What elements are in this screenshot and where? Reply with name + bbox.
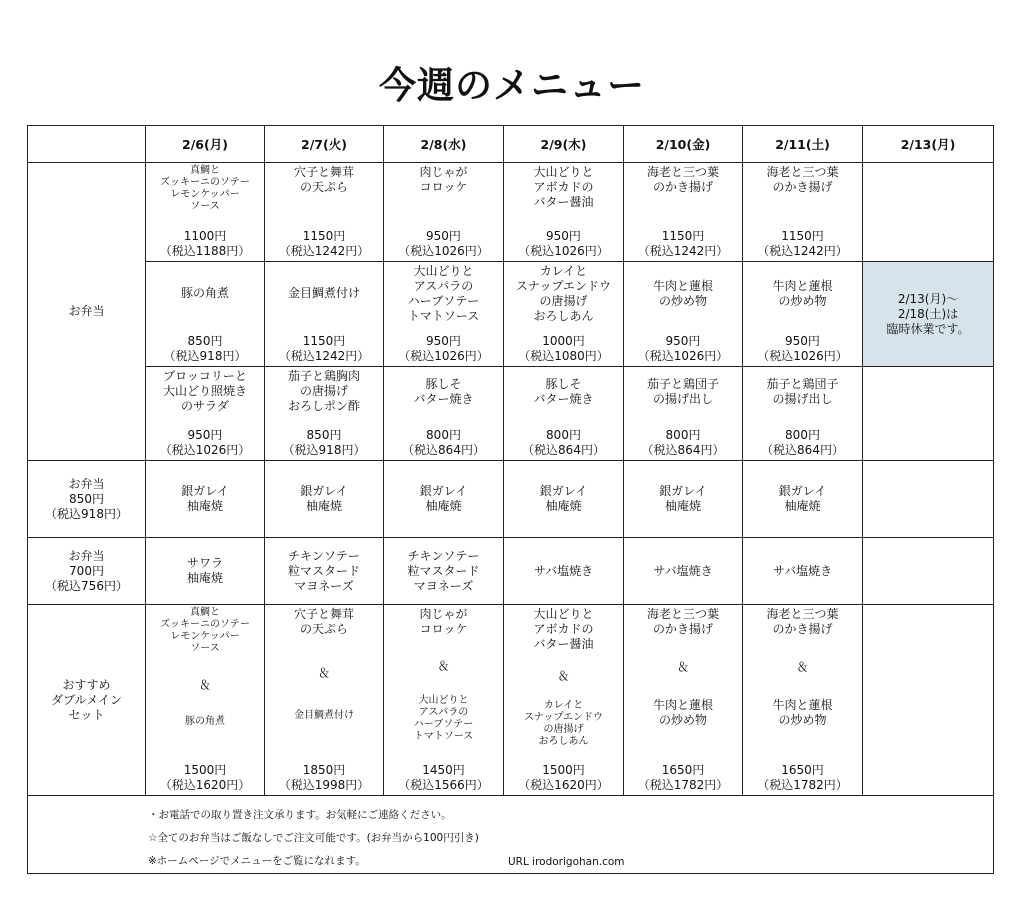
menu-cell	[624, 163, 743, 262]
dish-name: サワラ 柚庵焼	[186, 556, 223, 585]
price: 800円 （税込864円）	[641, 428, 725, 457]
ampersand: ＆	[557, 668, 570, 683]
menu-cell	[384, 163, 504, 262]
date-header: 2/9(木)	[504, 126, 624, 163]
double-main-set-row	[28, 605, 994, 796]
menu-cell	[265, 367, 384, 461]
empty-cell	[863, 163, 994, 262]
date-header: 2/10(金)	[624, 126, 743, 163]
price: 850円 （税込918円）	[282, 428, 366, 457]
set-dish-1: 海老と三つ葉 のかき揚げ	[766, 607, 839, 636]
set-cell	[624, 605, 743, 796]
price: 1100円 （税込1188円）	[159, 229, 251, 258]
dish-name: 銀ガレイ 柚庵焼	[778, 484, 827, 513]
price: 1500円 （税込1620円）	[518, 762, 609, 792]
price: 1150円 （税込1242円）	[278, 229, 370, 258]
dish-name: 銀ガレイ 柚庵焼	[419, 484, 468, 513]
bento-row-1	[28, 163, 994, 262]
dish-name: 牛肉と蓮根 の炒め物	[652, 279, 713, 308]
website-url: URL irodorigohan.com	[508, 856, 625, 868]
header-row	[28, 126, 994, 163]
menu-cell	[384, 538, 504, 605]
row-label-bento: お弁当	[28, 163, 146, 461]
date-header: 2/7(火)	[265, 126, 384, 163]
ampersand: ＆	[796, 660, 809, 674]
dish-name: サバ塩焼き	[533, 563, 594, 578]
ampersand: ＆	[317, 666, 330, 680]
set-dish-1: 大山どりと アボカドの バター醤油	[533, 607, 594, 651]
row-label-850: お弁当 850円 （税込918円）	[28, 461, 146, 538]
notes-cell	[28, 796, 994, 874]
menu-cell	[384, 262, 504, 367]
price: 1650円 （税込1782円）	[637, 763, 729, 792]
dish-name: 銀ガレイ 柚庵焼	[181, 484, 229, 513]
set-cell	[504, 605, 624, 796]
menu-cell	[624, 262, 743, 367]
price: 950円 （税込1026円）	[637, 334, 729, 363]
menu-cell	[265, 262, 384, 367]
page-title: 今週のメニュー	[379, 64, 645, 107]
dish-name: 銀ガレイ 柚庵焼	[300, 484, 348, 513]
dish-name: 穴子と舞茸 の天ぷら	[293, 165, 354, 194]
price: 1150円 （税込1242円）	[637, 229, 729, 258]
dish-name: 茄子と鶏胸肉 の唐揚げ おろしポン酢	[287, 369, 360, 413]
dish-name: 豚しそ バター焼き	[413, 377, 474, 406]
row-label-set: おすすめ ダブルメイン セット	[28, 605, 146, 796]
menu-cell	[743, 163, 863, 262]
set-dish-1: 肉じゃが コロッケ	[419, 607, 468, 636]
set-dish-2: 豚の角煮	[185, 716, 225, 727]
dish-name: 金目鯛煮付け	[287, 286, 360, 300]
dish-name: 海老と三つ葉 のかき揚げ	[766, 165, 839, 194]
bento-row-3	[28, 367, 994, 461]
set-cell	[384, 605, 504, 796]
date-header: 2/6(月)	[146, 126, 265, 163]
empty-cell	[863, 605, 994, 796]
closed-notice-cell	[863, 262, 994, 367]
menu-cell	[146, 262, 265, 367]
menu-cell	[504, 461, 624, 538]
ampersand: ＆	[676, 660, 689, 674]
dish-name: 大山どりと アスパラの ハーブソテー トマトソース	[407, 264, 480, 323]
menu-cell	[743, 367, 863, 461]
menu-cell	[624, 367, 743, 461]
dish-name: 真鯛と ズッキーニのソテー レモンケッパー ソース	[160, 165, 250, 212]
ampersand: ＆	[437, 658, 450, 673]
price: 1650円 （税込1782円）	[757, 763, 848, 792]
closed-notice: 2/13(月)〜 2/18(土)は 臨時休業です。	[886, 291, 970, 336]
price: 1500円 （税込1620円）	[159, 763, 251, 792]
date-header: 2/11(土)	[743, 126, 863, 163]
price: 950円 （税込1026円）	[518, 229, 609, 258]
menu-cell	[146, 461, 265, 538]
header-corner	[28, 126, 146, 163]
set-dish-1: 穴子と舞茸 の天ぷら	[293, 607, 354, 636]
menu-cell	[624, 538, 743, 605]
menu-cell	[384, 461, 504, 538]
menu-cell	[265, 163, 384, 262]
menu-cell	[265, 461, 384, 538]
price: 950円 （税込1026円）	[398, 229, 489, 258]
price: 850円 （税込918円）	[163, 334, 247, 363]
bento-700-row	[28, 538, 994, 605]
price: 800円 （税込864円）	[761, 428, 844, 457]
empty-cell	[863, 367, 994, 461]
dish-name: カレイと スナップエンドウ の唐揚げ おろしあん	[516, 264, 611, 323]
dish-name: 豚の角煮	[180, 286, 229, 300]
menu-cell	[265, 538, 384, 605]
dish-name: サバ塩焼き	[653, 563, 713, 578]
empty-cell	[863, 461, 994, 538]
dish-name: 銀ガレイ 柚庵焼	[539, 484, 588, 513]
dish-name: 豚しそ バター焼き	[533, 377, 594, 406]
menu-table	[27, 125, 994, 874]
set-cell	[743, 605, 863, 796]
menu-cell	[384, 367, 504, 461]
menu-cell	[743, 461, 863, 538]
menu-cell	[504, 262, 624, 367]
bento-850-row	[28, 461, 994, 538]
bento-row-2	[28, 262, 994, 367]
price: 1150円 （税込1242円）	[757, 229, 848, 258]
set-dish-1: 海老と三つ葉 のかき揚げ	[646, 607, 719, 636]
dish-name: チキンソテー 粒マスタード マヨネーズ	[407, 548, 480, 593]
set-dish-2: 牛肉と蓮根 の炒め物	[652, 698, 713, 727]
set-cell	[265, 605, 384, 796]
set-dish-1: 真鯛と ズッキーニのソテー レモンケッパー ソース	[160, 607, 250, 654]
note-no-rice: ☆全てのお弁当はご飯なしでご注文可能です。(お弁当から100円引き)	[148, 832, 479, 844]
date-header: 2/8(水)	[384, 126, 504, 163]
price: 1850円 （税込1998円）	[278, 763, 370, 792]
date-header: 2/13(月)	[863, 126, 994, 163]
menu-cell	[624, 461, 743, 538]
set-cell	[146, 605, 265, 796]
empty-cell	[863, 538, 994, 605]
dish-name: 茄子と鶏団子 の揚げ出し	[766, 377, 839, 406]
price: 1000円 （税込1080円）	[518, 334, 609, 363]
menu-cell	[743, 538, 863, 605]
menu-cell	[504, 163, 624, 262]
menu-cell	[146, 163, 265, 262]
dish-name: 海老と三つ葉 のかき揚げ	[646, 165, 719, 194]
dish-name: 茄子と鶏団子 の揚げ出し	[646, 377, 719, 406]
price: 1450円 （税込1566円）	[398, 762, 489, 792]
note-phone-order: ・お電話での取り置き注文承ります。お気軽にご連絡ください。	[148, 809, 452, 821]
ampersand: ＆	[198, 678, 211, 692]
dish-name: ブロッコリーと 大山どり照焼き のサラダ	[162, 369, 247, 413]
price: 1150円 （税込1242円）	[278, 334, 370, 363]
dish-name: サバ塩焼き	[772, 563, 833, 578]
menu-cell	[504, 367, 624, 461]
row-label-700: お弁当 700円 （税込756円）	[28, 538, 146, 605]
set-dish-2: 牛肉と蓮根 の炒め物	[772, 698, 833, 727]
price: 950円 （税込1026円）	[398, 334, 489, 363]
menu-cell	[504, 538, 624, 605]
menu-cell	[146, 538, 265, 605]
price: 800円 （税込864円）	[522, 428, 605, 457]
dish-name: 肉じゃが コロッケ	[419, 165, 468, 194]
price: 950円 （税込1026円）	[757, 334, 848, 363]
dish-name: チキンソテー 粒マスタード マヨネーズ	[287, 548, 360, 593]
menu-cell	[146, 367, 265, 461]
notes-row	[28, 796, 994, 874]
dish-name: 銀ガレイ 柚庵焼	[659, 484, 707, 513]
menu-cell	[743, 262, 863, 367]
set-dish-2: 大山どりと アスパラの ハーブソテー トマトソース	[413, 695, 474, 743]
set-dish-2: カレイと スナップエンドウ の唐揚げ おろしあん	[523, 700, 604, 748]
dish-name: 大山どりと アボカドの バター醤油	[533, 165, 594, 209]
note-homepage: ※ホームページでメニューをご覧になれます。	[148, 855, 366, 867]
set-dish-2: 金目鯛煮付け	[294, 710, 354, 721]
price: 950円 （税込1026円）	[159, 428, 251, 457]
price: 800円 （税込864円）	[402, 428, 485, 457]
dish-name: 牛肉と蓮根 の炒め物	[772, 279, 833, 308]
